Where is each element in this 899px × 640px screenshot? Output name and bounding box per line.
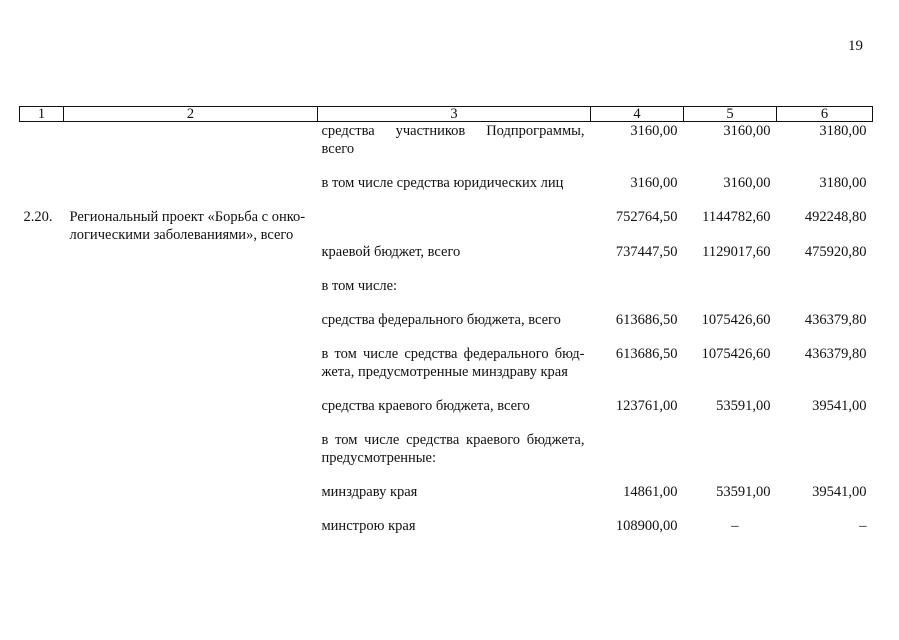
value-col5: 1129017,60: [702, 244, 771, 260]
value-col6: [777, 431, 873, 467]
budget-table: [19, 106, 873, 535]
column-header: 6: [777, 107, 873, 122]
table-row: [20, 397, 873, 415]
value-col4: 752764,50: [615, 209, 678, 225]
row-description: в том числе средства федерального бюд-жета, предусмотренные минздраву края: [321, 346, 585, 380]
row-description: средства участников Подпрограммы, всего: [321, 123, 585, 157]
value-col6: 3180,00: [819, 123, 867, 139]
value-col6: 436379,80: [804, 312, 867, 328]
value-col5: 3160,00: [723, 123, 771, 139]
table-row: [20, 122, 873, 159]
column-header: 5: [684, 107, 777, 122]
section-title: Региональный проект «Борьба с онко-логическими заболеваниями», всего: [69, 209, 306, 243]
table-row: [20, 431, 873, 467]
value-col5: 3160,00: [723, 175, 771, 191]
row-description: [318, 208, 591, 226]
value-col5: 1075426,60: [701, 346, 771, 362]
table-row: [20, 277, 873, 295]
value-col6: [777, 277, 873, 295]
row-description: краевой бюджет, всего: [321, 244, 461, 260]
value-col4: [591, 277, 684, 295]
value-col5: 1075426,60: [701, 312, 771, 328]
column-header: 1: [20, 107, 64, 122]
value-col5: [684, 431, 777, 467]
table-row: [20, 208, 873, 226]
value-col5: 53591,00: [716, 398, 771, 414]
value-col6: 475920,80: [804, 244, 867, 260]
value-col5: 53591,00: [716, 484, 771, 500]
section-number: 2.20.: [23, 209, 53, 225]
table-row: [20, 517, 873, 535]
value-col6: 39541,00: [812, 484, 867, 500]
row-description: в том числе средства юридических лиц: [321, 175, 564, 191]
value-col4: 14861,00: [623, 484, 678, 500]
table-row: [20, 345, 873, 381]
row-description: средства федерального бюджета, всего: [321, 312, 561, 328]
value-col5: –: [731, 518, 739, 534]
page-number: 19: [848, 38, 863, 54]
value-col6: –: [859, 518, 867, 534]
value-col5: 1144782,60: [702, 209, 771, 225]
column-header: 3: [318, 107, 591, 122]
value-col6: 436379,80: [804, 346, 867, 362]
value-col6: 492248,80: [804, 209, 867, 225]
row-description: в том числе средства краевого бюджета, предусмотренные:: [321, 432, 585, 466]
value-col4: 3160,00: [630, 175, 678, 191]
column-header: 2: [64, 107, 318, 122]
value-col4: 123761,00: [615, 398, 678, 414]
row-description: в том числе:: [321, 278, 398, 294]
row-description: минстрою края: [321, 518, 416, 534]
value-col4: 108900,00: [615, 518, 678, 534]
value-col4: [591, 431, 684, 467]
value-col5: [684, 277, 777, 295]
row-description: минздраву края: [321, 484, 418, 500]
value-col4: 3160,00: [630, 123, 678, 139]
value-col4: 613686,50: [615, 346, 678, 362]
table-header-row: [20, 107, 873, 122]
column-header: 4: [591, 107, 684, 122]
value-col6: 39541,00: [812, 398, 867, 414]
value-col4: 737447,50: [615, 244, 678, 260]
table-row: [20, 483, 873, 501]
row-description: средства краевого бюджета, всего: [321, 398, 530, 414]
value-col4: 613686,50: [615, 312, 678, 328]
table-row: [20, 311, 873, 329]
value-col6: 3180,00: [819, 175, 867, 191]
table-row: [20, 174, 873, 192]
